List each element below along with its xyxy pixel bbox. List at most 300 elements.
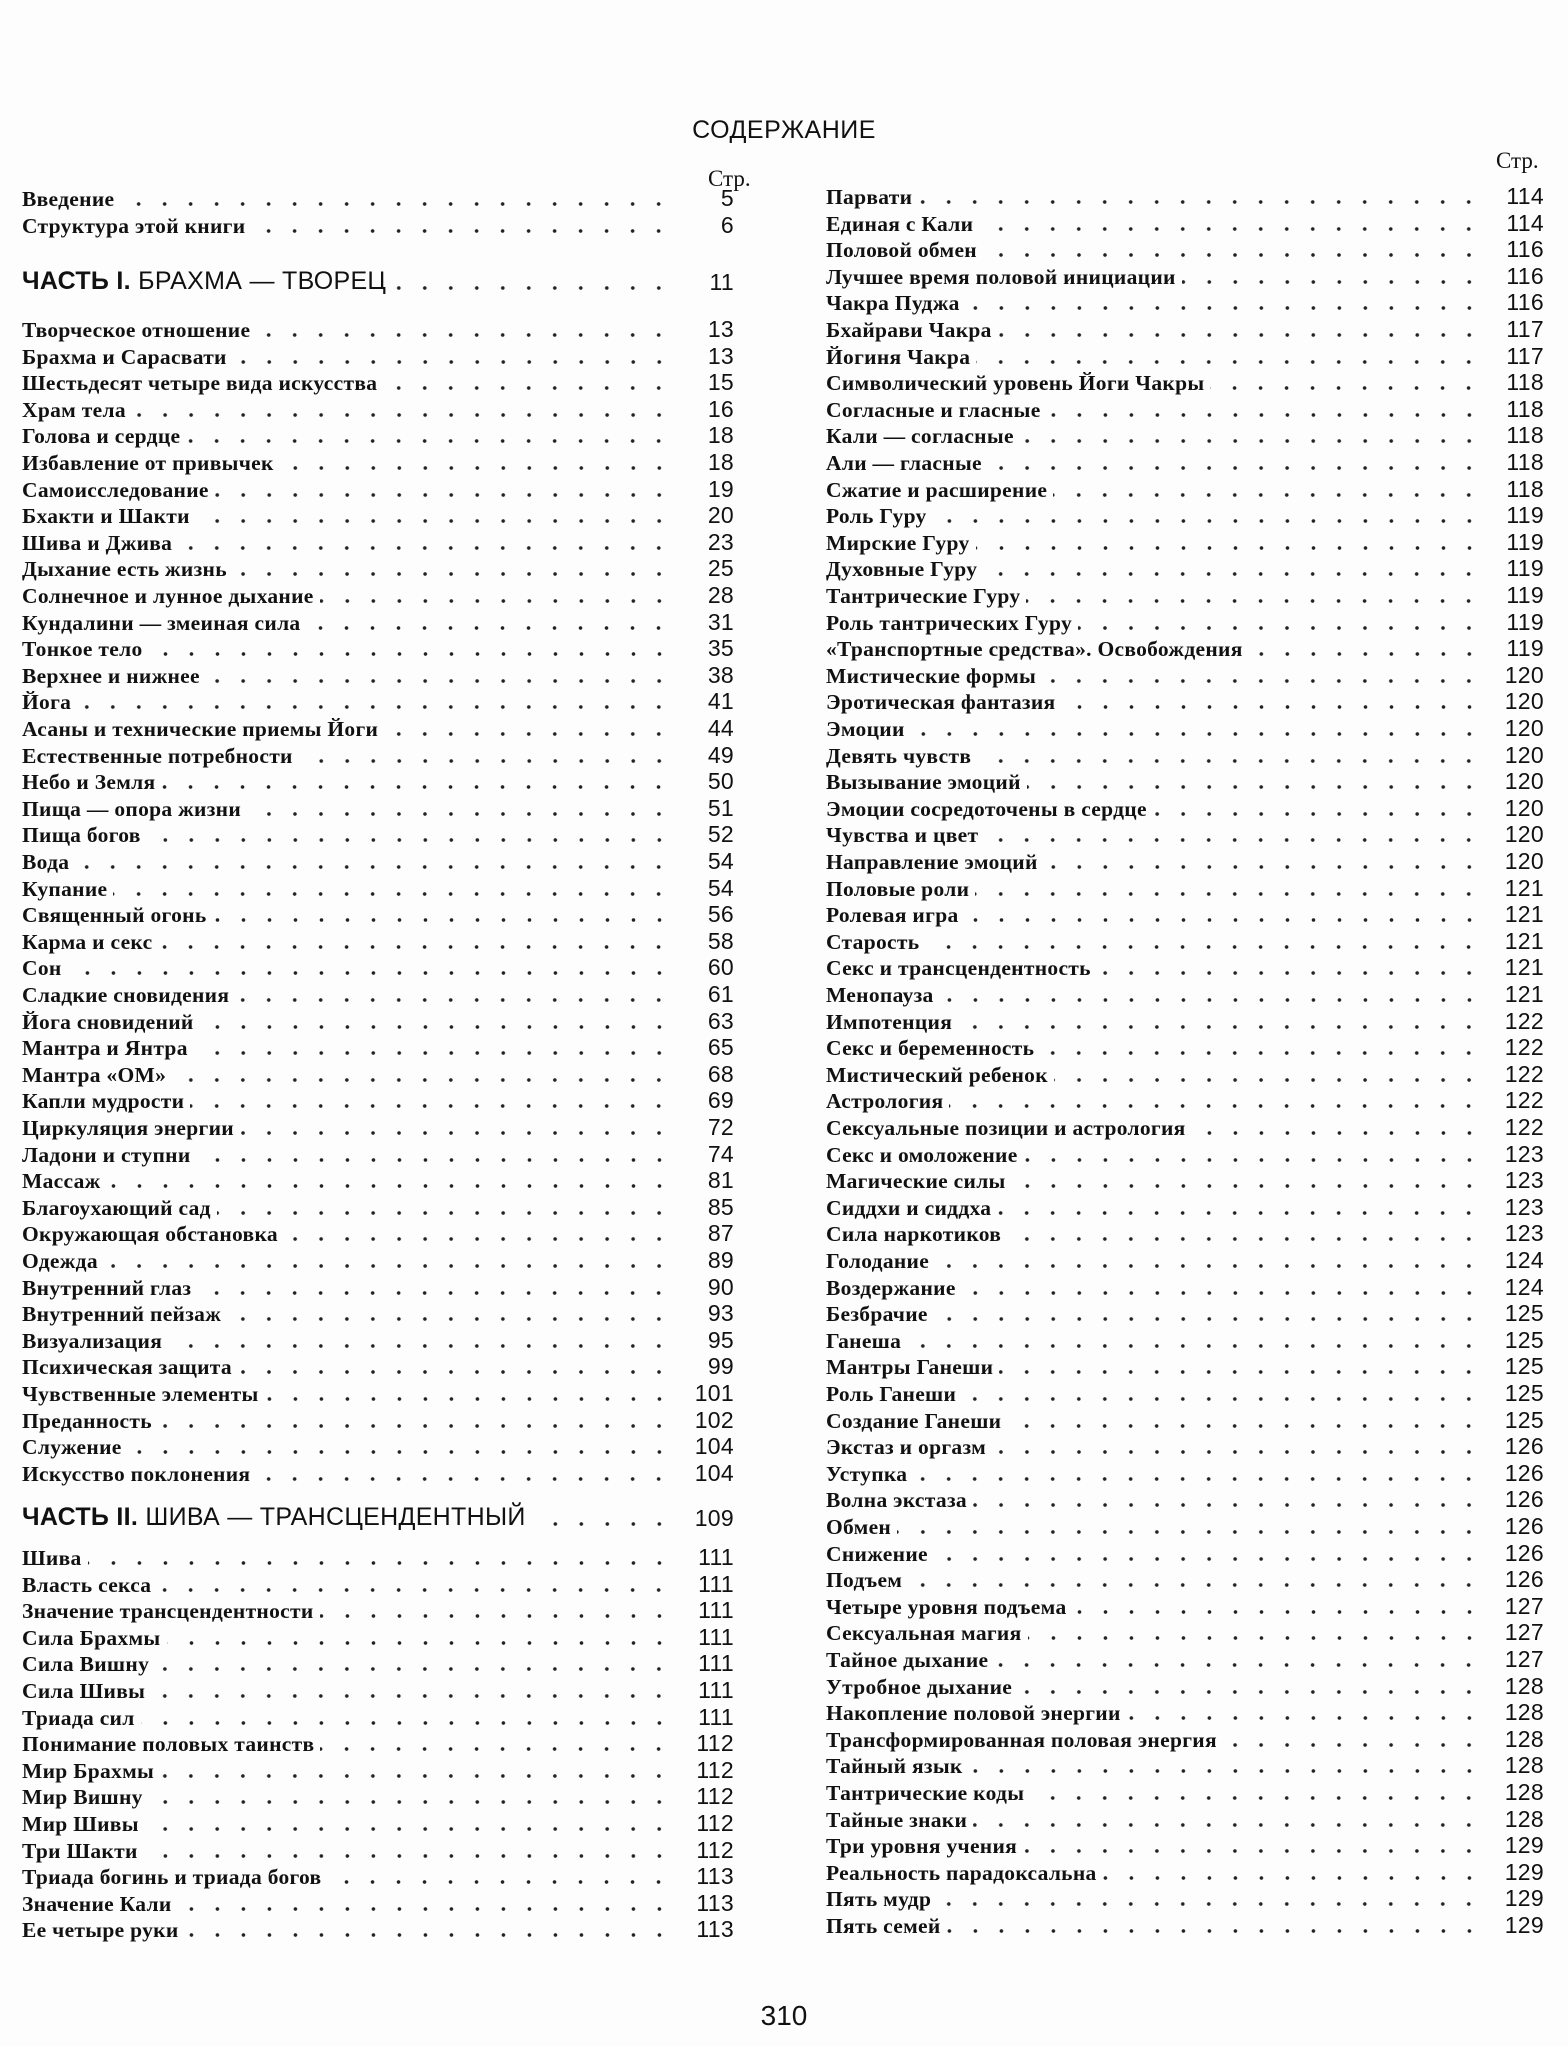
entry-page-number: 60 [707, 954, 734, 981]
dot-leader [998, 332, 1482, 338]
entry-page-number: 90 [707, 1273, 734, 1300]
entry-page-number: 121 [1504, 927, 1544, 954]
dot-leader [392, 285, 672, 291]
entry-title: Чувственные элементы [22, 1382, 259, 1406]
toc-entry [22, 450, 734, 476]
entry-page-number: 129 [1504, 1912, 1544, 1938]
entry-title: Значение трансцендентности [22, 1599, 314, 1624]
toc-entry [826, 397, 1544, 423]
dot-leader [934, 1556, 1482, 1562]
part-prefix: ЧАСТЬ I. [22, 267, 131, 295]
dot-leader [908, 1582, 1482, 1588]
toc-entry [826, 982, 1544, 1008]
dot-leader [77, 704, 672, 710]
dot-leader [320, 1613, 672, 1619]
entry-page-number: 111 [698, 1544, 734, 1570]
entry-page-number: 56 [707, 901, 734, 928]
entry-page-number: 126 [1504, 1539, 1544, 1566]
entry-title: Единая с Кали [826, 211, 974, 236]
entry-title: Тайное дыхание [826, 1648, 989, 1672]
entry-page-number: 116 [1506, 289, 1544, 316]
toc-right-column [826, 0, 1544, 2000]
dot-leader [141, 1720, 672, 1726]
entry-title: Сжатие и расширение [826, 477, 1048, 502]
entry-title: Капли мудрости [22, 1089, 185, 1114]
entry-title: Секс и трансцендентность [826, 956, 1091, 981]
dot-leader [299, 758, 672, 764]
entry-page-number: 119 [1506, 528, 1544, 555]
entry-page-number: 49 [707, 741, 734, 768]
dot-leader [983, 252, 1482, 258]
toc-entry [826, 1275, 1544, 1301]
toc-entry [22, 1354, 734, 1380]
entry-page-number: 112 [696, 1783, 734, 1810]
dot-leader [280, 465, 672, 471]
dot-leader [233, 359, 672, 365]
toc-entry [826, 716, 1544, 742]
dot-leader [973, 1822, 1482, 1828]
entry-title: Мантра «ОМ» [22, 1062, 167, 1087]
entry-title: Половые роли [826, 876, 970, 901]
entry-title: Роль Ганеши [826, 1382, 957, 1406]
entry-title: Небо и Земля [22, 770, 156, 795]
entry-title: Голодание [826, 1249, 930, 1273]
dot-leader [984, 837, 1482, 843]
entry-title: Благоухающий сад [22, 1195, 211, 1220]
dot-leader [178, 545, 672, 551]
dot-leader [155, 1666, 672, 1672]
entry-page-number: 126 [1504, 1513, 1544, 1539]
toc-entry [22, 822, 734, 848]
toc-entry [826, 184, 1544, 210]
entry-page-number: 112 [696, 1836, 734, 1863]
entry-title: «Транспортные средства». Освобождения [826, 637, 1243, 662]
toc-entry [22, 1598, 734, 1624]
dot-leader [988, 465, 1482, 471]
toc-entry [826, 503, 1544, 529]
toc-entry [826, 477, 1544, 503]
entry-page-number: 128 [1504, 1805, 1544, 1832]
toc-entry [826, 902, 1544, 928]
entry-page-number: 93 [707, 1300, 734, 1327]
entry-page-number: 120 [1504, 661, 1544, 688]
toc-entry [826, 876, 1544, 902]
toc-entry [22, 1758, 734, 1784]
entry-page-number: 126 [1504, 1459, 1544, 1486]
toc-entry [22, 1572, 734, 1598]
dot-leader [1192, 1130, 1482, 1136]
entry-page-number: 74 [707, 1140, 734, 1167]
entry-title: Самоисследование [22, 477, 209, 502]
entry-page-number: 111 [698, 1597, 734, 1624]
toc-entry [22, 1168, 734, 1194]
entry-title: Тайный язык [826, 1754, 963, 1779]
entry-page-number: 123 [1504, 1193, 1544, 1220]
toc-entry [22, 1461, 734, 1487]
dot-leader [284, 1236, 672, 1242]
entry-title: Ролевая игра [826, 903, 959, 928]
dot-leader [958, 1024, 1482, 1030]
dot-leader [1223, 1742, 1482, 1748]
toc-entry [826, 610, 1544, 636]
toc-entry [826, 1567, 1544, 1593]
toc-entry [826, 822, 1544, 848]
dot-leader [1054, 1077, 1482, 1083]
entry-page-number: 119 [1506, 635, 1544, 662]
toc-entry [22, 716, 734, 742]
entry-title: Голова и сердце [22, 424, 181, 449]
dot-leader [1073, 1609, 1483, 1615]
entry-page-number: 122 [1504, 1060, 1544, 1087]
toc-entry [826, 1620, 1544, 1646]
toc-entry [826, 1115, 1544, 1141]
dot-leader [947, 1928, 1482, 1934]
entry-page-number: 123 [1504, 1220, 1544, 1247]
entry-page-number: 121 [1504, 954, 1544, 981]
entry-page-number: 127 [1504, 1619, 1544, 1646]
entry-title: Мир Вишну [22, 1785, 143, 1810]
dot-leader [149, 1799, 672, 1805]
entry-title: Купание [22, 876, 108, 901]
dot-leader [1153, 811, 1482, 817]
entry-page-number: 102 [694, 1406, 734, 1433]
entry-page-number: 11 [709, 269, 734, 295]
entry-page-number: 5 [720, 185, 734, 211]
toc-entry [826, 1833, 1544, 1859]
entry-page-number: 122 [1504, 1087, 1544, 1114]
toc-entry [22, 1678, 734, 1704]
entry-title: Солнечное и лунное дыхание [22, 584, 314, 608]
dot-leader [979, 226, 1482, 232]
entry-page-number: 118 [1506, 475, 1544, 502]
toc-entry [826, 556, 1544, 582]
entry-page-number: 125 [1504, 1406, 1544, 1433]
entry-page-number: 13 [707, 342, 734, 369]
entry-title: Йога [22, 690, 72, 715]
dot-leader [200, 1024, 672, 1030]
toc-entry [826, 423, 1544, 449]
entry-title: Йога сновидений [22, 1009, 194, 1034]
dot-leader [107, 1183, 672, 1189]
entry-title: Сексуальная магия [826, 1621, 1022, 1646]
toc-entry [22, 317, 734, 343]
entry-page-number: 104 [694, 1459, 734, 1486]
entry-page-number: 119 [1506, 582, 1544, 608]
entry-title: Сон [22, 956, 62, 981]
entry-title: Естественные потребности [22, 743, 293, 768]
dot-leader [186, 438, 672, 444]
entry-page-number: 52 [707, 821, 734, 848]
entry-page-number: 38 [707, 661, 734, 688]
entry-page-number: 65 [707, 1034, 734, 1061]
entry-page-number: 125 [1504, 1326, 1544, 1353]
dot-leader [992, 1449, 1482, 1455]
toc-entry [22, 955, 734, 981]
toc-entry [22, 743, 734, 769]
toc-entry [826, 1035, 1544, 1061]
dot-leader [113, 891, 672, 897]
dot-leader [933, 518, 1482, 524]
entry-title: Триада богинь и триада богов [22, 1865, 322, 1890]
entry-title: Роль тантрических Гуру [826, 610, 1073, 635]
toc-entry [826, 450, 1544, 476]
toc-entry [826, 1913, 1544, 1939]
toc-entry [826, 849, 1544, 875]
dot-leader [1026, 598, 1482, 604]
dot-leader [320, 1746, 672, 1752]
toc-part-heading [22, 1500, 734, 1532]
toc-entry [22, 1705, 734, 1731]
toc-entry [826, 769, 1544, 795]
entry-page-number: 111 [698, 1650, 734, 1677]
toc-entry [826, 1461, 1544, 1487]
entry-page-number: 35 [707, 635, 734, 662]
dot-leader [940, 997, 1482, 1003]
entry-title: Сладкие сновидения [22, 983, 230, 1007]
entry-page-number: 116 [1506, 262, 1544, 289]
toc-entry [826, 1195, 1544, 1221]
entry-page-number: 113 [696, 1916, 734, 1943]
entry-title: Мирские Гуру [826, 530, 970, 555]
toc-entry [22, 1301, 734, 1327]
dot-leader [1020, 438, 1482, 444]
dot-leader [149, 651, 672, 657]
toc-entry [826, 1780, 1544, 1806]
entry-page-number: 54 [707, 848, 734, 874]
toc-entry [826, 344, 1544, 370]
dot-leader [384, 731, 672, 737]
dot-leader [977, 758, 1482, 764]
entry-page-number: 124 [1504, 1273, 1544, 1300]
entry-page-number: 25 [707, 555, 734, 582]
dot-leader [965, 917, 1483, 923]
entry-page-number: 15 [707, 369, 734, 396]
entry-page-number: 125 [1504, 1300, 1544, 1327]
toc-entry [22, 1625, 734, 1651]
dot-leader [145, 1826, 672, 1832]
dot-leader [983, 571, 1482, 577]
entry-title: Мантра и Янтра [22, 1036, 188, 1061]
toc-entry [22, 796, 734, 822]
entry-title: Чувства и цвет [826, 823, 979, 848]
toc-entry [826, 1142, 1544, 1168]
entry-page-number: 95 [707, 1326, 734, 1353]
toc-entry [826, 1514, 1544, 1540]
entry-title: Старость [826, 929, 920, 954]
entry-title: Шива [22, 1546, 82, 1570]
entry-page-number: 63 [707, 1007, 734, 1034]
dot-leader [75, 864, 672, 870]
toc-entry [22, 370, 734, 396]
toc-entry [22, 1651, 734, 1677]
part-prefix: ЧАСТЬ II. [22, 1503, 139, 1531]
entry-title: Тайные знаки [826, 1807, 968, 1832]
entry-page-number: 72 [707, 1114, 734, 1140]
entry-title: Массаж [22, 1169, 101, 1194]
entry-page-number: 118 [1506, 369, 1544, 396]
dot-leader [215, 492, 672, 498]
entry-title: Сила наркотиков [826, 1222, 1002, 1247]
dot-leader [190, 1103, 672, 1109]
toc-entry [826, 237, 1544, 263]
dot-leader [235, 997, 672, 1003]
entry-page-number: 28 [707, 582, 734, 608]
entry-page-number: 114 [1506, 209, 1544, 236]
entry-title: Пять семей [826, 1914, 941, 1938]
dot-leader [256, 332, 672, 338]
entry-page-number: 129 [1504, 1885, 1544, 1912]
dot-leader [327, 1879, 672, 1885]
entry-title: Тантрические Гуру [826, 584, 1021, 608]
entry-title: Мантры Ганеши [826, 1355, 994, 1380]
entry-title: Циркуляция энергии [22, 1116, 234, 1140]
dot-leader [227, 1316, 672, 1322]
page-title: СОДЕРЖАНИЕ [692, 116, 876, 144]
dot-leader [160, 1773, 672, 1779]
entry-page-number: 81 [707, 1167, 734, 1194]
toc-entry [22, 876, 734, 902]
entry-title: Вода [22, 850, 70, 874]
entry-title: Накопление половой энергии [826, 1701, 1121, 1726]
entry-title: Понимание половых таинств [22, 1732, 315, 1757]
dot-leader [934, 1316, 1482, 1322]
toc-entry [826, 1062, 1544, 1088]
entry-title: Дыхание есть жизнь [22, 557, 227, 582]
entry-title: Окружающая обстановка [22, 1222, 278, 1247]
dot-leader [1007, 1236, 1482, 1242]
entry-title: Сила Брахмы [22, 1625, 161, 1650]
entry-page-number: 128 [1504, 1699, 1544, 1726]
part-label: ШИВА — ТРАНСЦЕНДЕНТНЫЙ [145, 1503, 526, 1531]
toc-entry [22, 769, 734, 795]
dot-leader [962, 1290, 1482, 1296]
entry-title: Верхнее и нижнее [22, 663, 200, 688]
entry-title: Триада сил [22, 1705, 135, 1730]
dot-leader [217, 1210, 672, 1216]
toc-entry [22, 530, 734, 556]
entry-page-number: 54 [707, 874, 734, 901]
entry-title: Шива и Джива [22, 530, 173, 555]
entry-title: Кундалини — змеиная сила [22, 610, 301, 635]
entry-title: Ее четыре руки [22, 1918, 179, 1943]
entry-title: Вызывание эмоций [826, 770, 1021, 795]
toc-entry [826, 370, 1544, 396]
toc-entry [826, 1647, 1544, 1673]
toc-entry [22, 1275, 734, 1301]
toc-entry [826, 1168, 1544, 1194]
entry-page-number: 20 [707, 502, 734, 529]
dot-leader [1024, 1157, 1482, 1163]
entry-page-number: 120 [1504, 688, 1544, 715]
dot-leader [383, 385, 672, 391]
toc-entry [22, 1838, 734, 1864]
dot-leader [251, 228, 672, 234]
dot-leader [1249, 651, 1482, 657]
entry-page-number: 50 [707, 768, 734, 795]
toc-entry [22, 663, 734, 689]
entry-page-number: 117 [1506, 342, 1544, 369]
entry-page-number: 128 [1504, 1779, 1544, 1805]
entry-page-number: 23 [707, 528, 734, 555]
dot-leader [1182, 279, 1482, 285]
dot-leader [197, 1290, 672, 1296]
toc-entry [826, 583, 1544, 609]
entry-title: Половой обмен [826, 238, 977, 263]
entry-page-number: 112 [696, 1810, 734, 1836]
toc-entry [22, 1142, 734, 1168]
entry-title: Мир Брахмы [22, 1758, 155, 1783]
dot-leader [178, 1906, 672, 1912]
dot-leader [247, 811, 672, 817]
entry-page-number: 122 [1504, 1034, 1544, 1061]
entry-page-number: 113 [696, 1889, 734, 1916]
toc-entry [826, 1541, 1544, 1567]
entry-page-number: 61 [707, 981, 734, 1007]
toc-left-column [22, 0, 734, 2000]
toc-entry [826, 663, 1544, 689]
entry-title: Пища — опора жизни [22, 796, 242, 821]
toc-entry [22, 610, 734, 636]
entry-title: Шестьдесят четыре вида искусства [22, 371, 378, 396]
entry-title: Создание Ганеши [826, 1408, 1002, 1433]
entry-title: Одежда [22, 1249, 98, 1273]
entry-title: Три Шакти [22, 1838, 138, 1863]
entry-title: Символический уровень Йоги Чакры [826, 371, 1205, 396]
toc-entry [826, 1487, 1544, 1513]
entry-page-number: 126 [1504, 1566, 1544, 1593]
entry-page-number: 58 [707, 927, 734, 954]
entry-title: Внутренний глаз [22, 1275, 192, 1300]
toc-entry [22, 1811, 734, 1837]
toc-entry [826, 317, 1544, 343]
toc-entry [22, 902, 734, 928]
toc-entry [22, 849, 734, 875]
entry-title: Лучшее время половой инициации [826, 264, 1176, 289]
entry-page-number: 111 [698, 1677, 734, 1703]
dot-leader [213, 917, 673, 923]
toc-entry [22, 1545, 734, 1571]
entry-title: Сексуальные позиции и астрология [826, 1116, 1186, 1140]
entry-page-number: 120 [1504, 794, 1544, 821]
entry-title: Тонкое тело [22, 637, 143, 662]
dot-leader [949, 1103, 1482, 1109]
toc-entry [826, 264, 1544, 290]
dot-leader [68, 970, 672, 976]
entry-title: Духовные Гуру [826, 557, 978, 582]
dot-leader [907, 1343, 1482, 1349]
entry-title: Реальность парадоксальна [826, 1860, 1097, 1885]
entry-page-number: 118 [1506, 422, 1544, 449]
dot-leader [1007, 1423, 1482, 1429]
entry-page-number: 125 [1504, 1380, 1544, 1406]
dot-leader [158, 944, 672, 950]
toc-entry [22, 503, 734, 529]
entry-title: Искусство поклонения [22, 1461, 251, 1486]
toc-entry [22, 1381, 734, 1407]
entry-page-number: 19 [707, 475, 734, 502]
toc-entry [22, 1248, 734, 1274]
toc-entry [22, 213, 734, 239]
entry-title: Парвати [826, 185, 913, 209]
entry-page-number: 13 [707, 316, 734, 342]
dot-leader [256, 1476, 672, 1482]
entry-title: Творческое отношение [22, 318, 251, 342]
toc-entry [826, 1381, 1544, 1407]
toc-entry [826, 1700, 1544, 1726]
entry-page-number: 87 [707, 1220, 734, 1247]
dot-leader [161, 784, 672, 790]
dot-leader [194, 1050, 672, 1056]
